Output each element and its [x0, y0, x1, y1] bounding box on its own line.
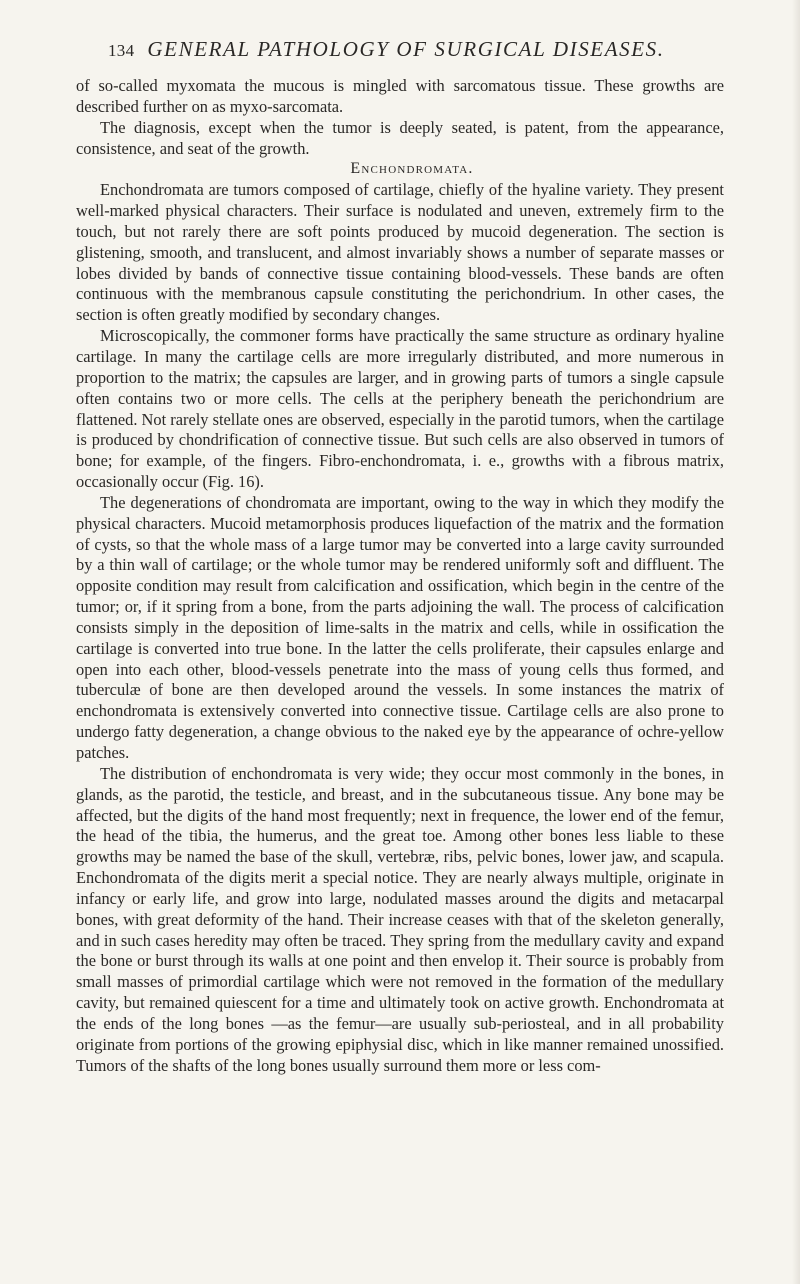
- page-edge-shadow: [792, 0, 800, 1284]
- paragraph-enchondromata-characters: Enchondromata are tumors composed of cartilage, chiefly of the hyaline variety. They present well-marked physical characters. Their surface is nodulated and uneven, extremely firm to the touch, but not rarely there are soft points produced by mucoid degeneration. The section is glistening, smooth, and translucent, and almost invariably shows a number of separate masses or lobes divided by bands of connective tissue containing blood-vessels. These bands are often continuous with the membranous capsule constituting the perichondrium. In other cases, the section is often greatly modified by secondary changes.: [76, 180, 724, 325]
- running-head: [108, 36, 748, 62]
- paragraph-myxomata-continued: of so-called myxomata the mucous is mingled with sarcomatous tissue. These growths are described further on as myxo-sarcomata.: [76, 76, 724, 116]
- paragraph-microscopic-structure: Microscopically, the commoner forms have practically the same structure as ordinary hyaline cartilage. In many the cartilage cells are more irregularly distributed, and more numerous in proportion to the matrix; the capsules are larger, and in growing parts of tumors a single capsule often contains two or more cells. The cells at the periphery beneath the perichondrium are flattened. Not rarely stellate ones are observed, especially in the parotid tumors, when the cartilage is produced by chondrification of connective tissue. But such cells are also observed in tumors of bone; for example, of the fingers. Fibro-enchondromata, i. e., growths with a fibrous matrix, occasionally occur (Fig. 16).: [76, 326, 724, 492]
- paragraph-distribution: The distribution of enchondromata is very wide; they occur most commonly in the bones, in glands, as the parotid, the testicle, and breast, and in the subcutaneous tissue. Any bone may be affected, but the digits of the hand most frequently; next in frequence, the lower end of the femur, the head of the tibia, the humerus, and the great toe. Among other bones less liable to these growths may be named the base of the skull, vertebræ, ribs, pelvic bones, lower jaw, and scapula. Enchondromata of the digits merit a special notice. They are nearly always multiple, originate in infancy or early life, and grow into large, nodulated masses around the digits and metacarpal bones, with great deformity of the hand. Their increase ceases with that of the skeleton generally, and in such cases heredity may often be traced. They spring from the medullary cavity and expand the bone or burst through its walls at one point and then envelop it. Their source is probably from small masses of primordial cartilage which were not removed in the formation of the medullary cavity, but remained quiescent for a time and ultimately took on active growth. Enchondromata at the ends of the long bones —as the femur—are usually sub-periosteal, and in all probability originate from portions of the growing epiphysial disc, which in like manner remained unossified. Tumors of the shafts of the long bones usually surround them more or less com-: [76, 763, 724, 1075]
- body-text: [76, 76, 724, 1077]
- page-number: 134: [108, 41, 135, 60]
- running-title: GENERAL PATHOLOGY OF SURGICAL DISEASES.: [147, 37, 665, 61]
- paragraph-degenerations: The degenerations of chondromata are important, owing to the way in which they modify the physical characters. Mucoid metamorphosis produces liquefaction of the matrix and the formation of cysts, so that the whole mass of a large tumor may be converted into a large cavity surrounded by a thin wall of cartilage; or the whole tumor may be rendered uniformly soft and diffluent. The opposite condition may result from calcification and ossification, which begin in the centre of the tumor; or, if it spring from a bone, from the parts adjoining the wall. The process of calcification consists simply in the deposition of lime-salts in the matrix and cells, while in ossification the cartilage is converted into true bone. In the latter the cells proliferate, their capsules enlarge and open into each other, blood-vessels penetrate into the mass of young cells thus formed, and tuberculæ of bone are then developed around the vessels. In some instances the matrix of enchondromata is extensively converted into connective tissue. Cartilage cells are also prone to undergo fatty degeneration, a change obvious to the naked eye by the appearance of ochre-yellow patches.: [76, 492, 724, 762]
- section-heading-enchondromata: Enchondromata.: [350, 160, 474, 178]
- paragraph-diagnosis: The diagnosis, except when the tumor is deeply seated, is patent, from the appearance, consistence, and seat of the growth.: [76, 117, 724, 158]
